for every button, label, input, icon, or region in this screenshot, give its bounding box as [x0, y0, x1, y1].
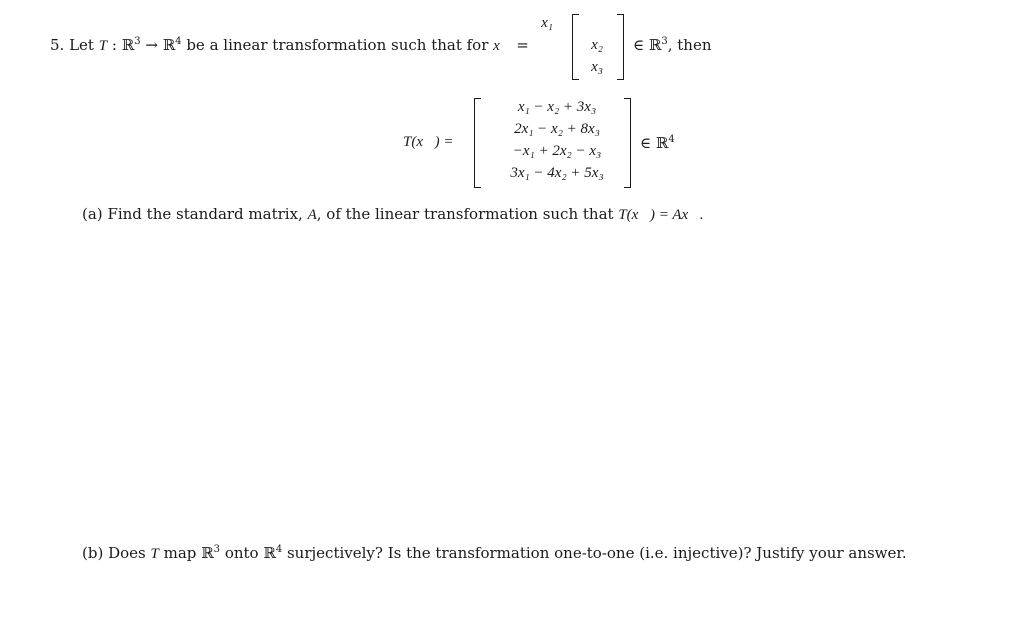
row-3: −x₁ + 2x₂ − x₃ [512, 143, 602, 159]
part-a: (a) Find the standard matrix, A, of the linear transformation such that T(x⃗) = Ax⃗. [82, 205, 704, 223]
problem-statement: 5. Let T : ℝ$^3$ → ℝ$^4$ be a linear transformation such that for x⃗ = [50, 36, 529, 54]
part-a-label: (a) [82, 205, 103, 223]
row-4: 3x₁ − 4x₂ + 5x₃ [510, 165, 604, 181]
problem-number: 5. [50, 36, 65, 54]
part-b-label: (b) [82, 544, 104, 562]
part-b: (b) Does T map ℝ$^3$ onto ℝ$^4$ surjectively? Is the transformation one-to-one (i.e. injective)? Justify your answer. [82, 544, 907, 562]
row-2: 2x₁ − x₂ + 8x₃ [514, 121, 600, 137]
T-of-x: T(x⃗) = [403, 134, 454, 150]
row-1: x₁ − x₂ + 3x₃ [517, 99, 597, 115]
in-R4: ∈ ℝ$^4$ [640, 134, 675, 152]
in-R3: ∈ ℝ$^3$, then [633, 36, 712, 54]
